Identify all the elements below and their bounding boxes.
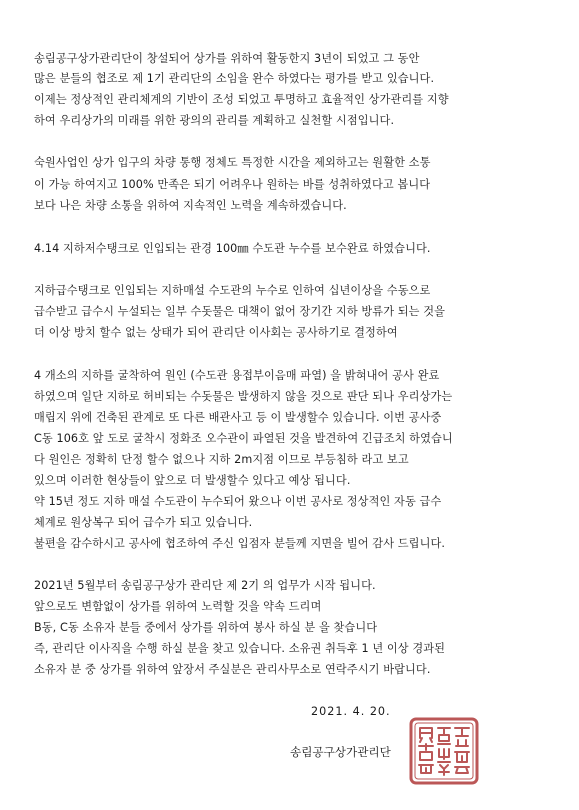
text-line: 4 개소의 지하를 굴착하여 원인 (수도관 용접부이음매 파열) 을 밝혀내어 공사 완료 [34,369,440,382]
sender-name: 송림공구상가관리단 [290,745,391,759]
text-line: 숙원사업인 상가 입구의 차량 통행 정체도 특정한 시간을 제외하고는 원활한 소통 [34,156,431,169]
text-line: 4.14 지하저수탱크로 인입되는 관경 100㎜ 수도관 누수를 보수완료 하였습니다. [34,242,431,255]
text-line: 지하급수탱크로 인입되는 지하매설 수도관의 누수로 인하여 십년이상을 수동으로 [34,284,431,297]
text-line: 보다 나은 차량 소통을 위하여 지속적인 노력을 계속하겠습니다. [34,199,347,212]
text-line: C동 106호 앞 도로 굴착시 정화조 오수관이 파열된 것을 발견하여 긴급조치 하였습니 [34,432,453,445]
text-line: 소유자 분 중 상가를 위하여 앞장서 주실분은 관리사무소로 연락주시기 바랍니다. [34,663,431,676]
text-line: 많은 분들의 협조로 제 1기 관리단의 소임을 완수 하였다는 평가를 받고 있습니다. [34,72,435,85]
text-line: 하여 우리상가의 미래를 위한 광의의 관리를 계획하고 실천할 시점입니다. [34,114,395,127]
text-line: 하였으며 일단 지하로 허비되는 수돗물은 발생하지 않을 것으로 판단 되나 우리상가는 [34,390,453,403]
text-line: 2021년 5월부터 송림공구상가 관리단 제 2기 의 업무가 시작 됩니다. [34,579,376,592]
text-line: 다 원인은 정확히 단정 할수 없으나 지하 2m지점 이므로 부등침하 라고 보고 [34,453,409,466]
text-line: 더 이상 방치 할수 없는 상태가 되어 관리단 이사회는 공사하기로 결정하여 [34,326,398,339]
text-line: 약 15년 정도 지하 매설 수도관이 누수되어 왔으나 이번 공사로 정상적인 자동 급수 [34,495,442,508]
text-line: 즉, 관리단 이사직을 수행 하실 분을 찾고 있습니다. 소유권 취득후 1 년 이상 경과된 [34,642,446,655]
text-line: 급수받고 급수시 누설되는 일부 수돗물은 대책이 없어 장기간 지하 방류가 되는 것을 [34,305,446,318]
text-line: 체계로 원상복구 되어 급수가 되고 있습니다. [34,516,253,529]
text-line: 송림공구상가관리단이 창설되어 상가를 위하여 활동한지 3년이 되었고 그 동안 [34,52,420,65]
text-line: 이 가능 하여지고 100% 만족은 되기 어려우나 원하는 바를 성취하였다고 봅니다 [34,178,431,191]
text-line: 이제는 정상적인 관리체계의 기반이 조성 되었고 투명하고 효율적인 상가관리를 지향 [34,93,449,106]
text-line: 있으며 이러한 현상들이 앞으로 더 발생할수 있다고 예상 됩니다. [34,474,351,487]
text-line: B동, C동 소유자 분들 중에서 상가를 위하여 봉사 하실 분 을 찾습니다 [34,621,378,634]
document-date: 2021. 4. 20. [311,705,391,718]
text-line: 앞으로도 변함없이 상가를 위하여 노력할 것을 약속 드리며 [34,600,322,613]
official-seal-stamp [408,716,480,786]
text-line: 매립지 위에 건축된 관계로 또 다른 배관사고 등 이 발생할수 있습니다. 이번 공사중 [34,411,442,424]
text-line: 불편을 감수하시고 공사에 협조하여 주신 입점자 분들께 지면을 빌어 감사 드립니다. [34,537,446,550]
